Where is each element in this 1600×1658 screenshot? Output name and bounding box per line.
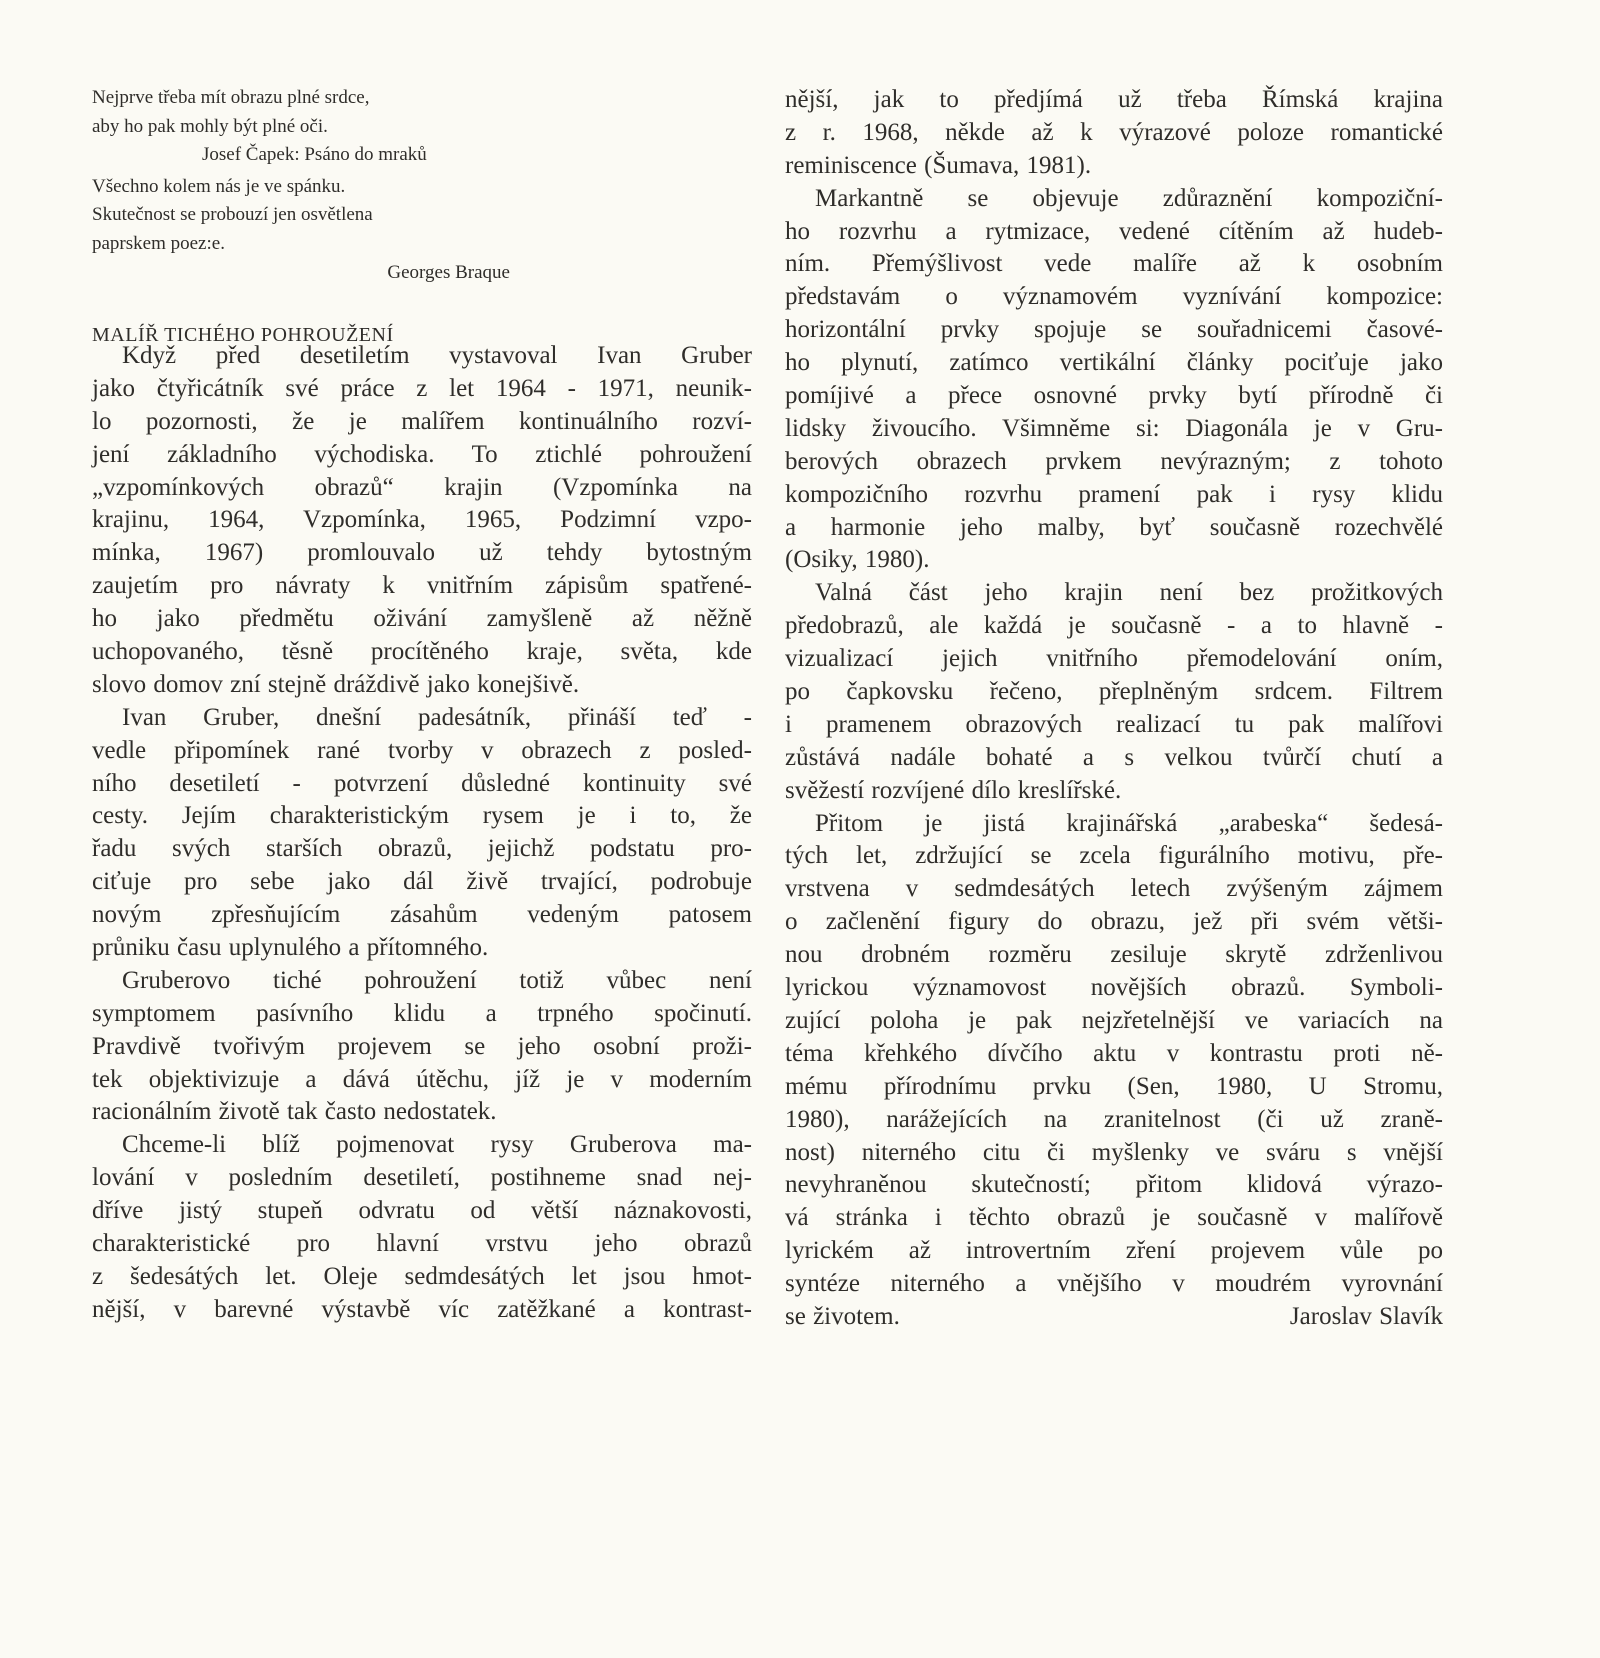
text-line: Když před desetiletím vystavoval Ivan Gruber xyxy=(122,342,752,369)
epigraph-line: Skutečnost se probouzí jen osvětlena xyxy=(92,204,373,225)
text-line: lo pozornosti, že je malířem kontinuálního rozví- xyxy=(92,407,752,435)
text-line: horizontální prvky spojuje se souřadnicemi časové- xyxy=(785,316,1443,344)
text-line: dříve jistý stupeň odvratu od větší náznakovosti, xyxy=(92,1197,752,1225)
text-line: tých let, zdržující se zcela figurálního motivu, pře- xyxy=(785,842,1443,870)
text-line: i pramenem obrazových realizací tu pak malířovi xyxy=(785,710,1443,738)
text-line: mínka, 1967) promlouvalo už tehdy bytostným xyxy=(92,539,752,567)
epigraph-line: Všechno kolem nás je ve spánku. xyxy=(92,175,346,197)
text-line: vizualizací jejich vnitřního přemodelování oním, xyxy=(785,645,1443,673)
text-line: Chceme-li blíž pojmenovat rysy Gruberova ma- xyxy=(122,1131,752,1159)
text-line: z r. 1968, někde až k výrazové poloze romantické xyxy=(785,118,1443,146)
paragraph xyxy=(785,577,1443,807)
text-line: symptomem pasívního klidu a trpného spočinutí. xyxy=(92,999,752,1027)
text-line: pomíjivé a přece osnovné prvky bytí přírodně či xyxy=(785,382,1443,410)
text-line: ním. Přemýšlivost vede malíře až k osobním xyxy=(785,250,1443,278)
text-line: lování v posledním desetiletí, postihneme snad nej- xyxy=(92,1164,752,1192)
text-line: ního desetiletí - potvrzení důsledné kontinuity své xyxy=(92,769,752,797)
epigraph-line: Nejprve třeba mít obrazu plné srdce, xyxy=(92,87,370,108)
text-line: předobrazů, ale každá je současně - a to hlavně - xyxy=(785,612,1443,640)
paragraph xyxy=(92,702,752,965)
text-line: vedle připomínek rané tvorby v obrazech z posled- xyxy=(92,736,752,764)
epigraphs xyxy=(92,84,512,288)
text-line: téma křehkého dívčího aktu v kontrastu proti ně- xyxy=(785,1039,1443,1067)
text-line: po čapkovsku řečeno, přeplněným srdcem. Filtrem xyxy=(785,678,1443,706)
paragraph xyxy=(92,1129,752,1326)
text-line: racionálním životě tak často nedostatek. xyxy=(92,1098,497,1126)
text-line: nost) niterného citu či myšlenky ve sváru s vnější xyxy=(785,1138,1443,1166)
text-line: jako čtyřicátník své práce z let 1964 - 1971, neunik- xyxy=(92,374,752,402)
text-line: ciťuje pro sebe jako dál živě trvající, podrobuje xyxy=(92,868,752,896)
text-line: zaujetím pro návraty k vnitřním zápisům spatřené- xyxy=(92,572,752,600)
text-line: ho jako předmětu oživání zamyšleně až něžně xyxy=(92,605,752,633)
text-line: lyrickém až introvertním zření projevem vůle po xyxy=(785,1237,1443,1265)
text-line: lidsky živoucího. Všimněme si: Diagonála je v Gru- xyxy=(785,414,1443,442)
text-line-content: se životem. xyxy=(785,1302,900,1330)
paragraph xyxy=(92,340,752,702)
text-line: mému přírodnímu prvku (Sen, 1980, U Stromu, xyxy=(785,1072,1443,1100)
text-line: ho rozvrhu a rytmizace, vedené cítěním až hudeb- xyxy=(785,217,1443,245)
text-line: Gruberovo tiché pohroužení totiž vůbec není xyxy=(122,966,752,994)
text-line: z šedesátých let. Oleje sedmdesátých let jsou hmot- xyxy=(92,1262,752,1290)
text-line xyxy=(785,1301,1443,1334)
paragraph xyxy=(785,183,1443,578)
epigraph-line: paprskem poez:e. xyxy=(92,232,225,254)
text-line: nější, v barevné výstavbě víc zatěžkané a kontrast- xyxy=(92,1295,752,1323)
text-line: Valná část jeho krajin není bez prožitkových xyxy=(815,579,1443,607)
text-line: o začlenění figury do obrazu, jež při svém větši- xyxy=(785,908,1443,936)
text-line: nevyhraněnou skutečností; přitom klidová výrazo- xyxy=(785,1171,1443,1199)
text-line: lyrickou významovost novějších obrazů. Symboli- xyxy=(785,974,1443,1002)
text-line: 1980), narážejících na zranitelnost (či už zraně- xyxy=(785,1105,1443,1133)
text-line: zující poloha je pak nejzřetelnější ve variacích na xyxy=(785,1006,1443,1034)
left-column xyxy=(92,340,752,1327)
text-line: vá stránka i těchto obrazů je současně v malířově xyxy=(785,1204,1443,1232)
text-line: Pravdivě tvořivým projevem se jeho osobní proži- xyxy=(92,1032,752,1060)
text-line: slovo domov zní stejně dráždivě jako konejšivě. xyxy=(92,670,580,698)
text-line: zůstává nadále bohaté a s velkou tvůrčí chutí a xyxy=(785,743,1443,771)
epigraph-author: Josef Čapek: Psáno do mraků xyxy=(202,144,427,165)
text-line: nou drobném rozměru zesiluje skrytě zdrženlivou xyxy=(785,941,1443,969)
text-line: jení základního východiska. To ztichlé pohroužení xyxy=(92,440,752,468)
text-line: krajinu, 1964, Vzpomínka, 1965, Podzimní vzpo- xyxy=(92,506,752,534)
epigraph-author: Georges Braque xyxy=(387,262,510,283)
article-heading: MALÍŘ TICHÉHO POHROUŽENÍ xyxy=(92,324,394,346)
epigraph-braque xyxy=(92,173,512,288)
text-line: kompozičního rozvrhu pramení pak i rysy klidu xyxy=(785,480,1443,508)
text-line: „vzpomínkových obrazů“ krajin (Vzpomínka na xyxy=(92,473,752,501)
text-line: Markantně se objevuje zdůraznění kompoziční- xyxy=(815,184,1443,212)
text-line: reminiscence (Šumava, 1981). xyxy=(785,151,1092,179)
text-line: novým zpřesňujícím zásahům vedeným patosem xyxy=(92,901,752,929)
text-line: vrstvena v sedmdesátých letech zvýšeným zájmem xyxy=(785,875,1443,903)
text-line: cesty. Jejím charakteristickým rysem je i to, že xyxy=(92,802,752,830)
text-line: charakteristické pro hlavní vrstvu jeho obrazů xyxy=(92,1230,752,1258)
text-line: průniku času uplynulého a přítomného. xyxy=(92,934,489,962)
text-line: představám o významovém vyznívání kompozice: xyxy=(785,283,1443,311)
text-line: syntéze niterného a vnějšího v moudrém vyrovnání xyxy=(785,1270,1443,1298)
right-column xyxy=(785,84,1443,1334)
text-line: a harmonie jeho malby, byť současně rozechvělé xyxy=(785,513,1443,541)
text-line: uchopovaného, těsně procítěného kraje, světa, kde xyxy=(92,638,752,666)
text-line: berových obrazech prvkem nevýrazným; z tohoto xyxy=(785,447,1443,475)
text-line: nější, jak to předjímá už třeba Římská krajina xyxy=(785,86,1443,113)
text-line: tek objektivizuje a dává útěchu, jíž je v moderním xyxy=(92,1065,752,1093)
text-line: ho plynutí, zatímco vertikální články pociťuje jako xyxy=(785,349,1443,377)
paragraph xyxy=(92,965,752,1129)
epigraph-line: aby ho pak mohly být plné oči. xyxy=(92,115,328,137)
text-line: Přitom je jistá krajinářská „arabeska“ šedesá- xyxy=(815,809,1443,837)
author-signature: Jaroslav Slavík xyxy=(1289,1302,1443,1330)
paragraph xyxy=(785,84,1443,183)
text-line: řadu svých starších obrazů, jejichž podstatu pro- xyxy=(92,835,752,863)
text-line: Ivan Gruber, dnešní padesátník, přináší teď - xyxy=(122,703,752,731)
paragraph xyxy=(785,808,1443,1334)
text-line: svěžestí rozvíjené dílo kreslířské. xyxy=(785,776,1122,804)
text-line: (Osiky, 1980). xyxy=(785,546,930,574)
epigraph-capek xyxy=(92,84,512,170)
